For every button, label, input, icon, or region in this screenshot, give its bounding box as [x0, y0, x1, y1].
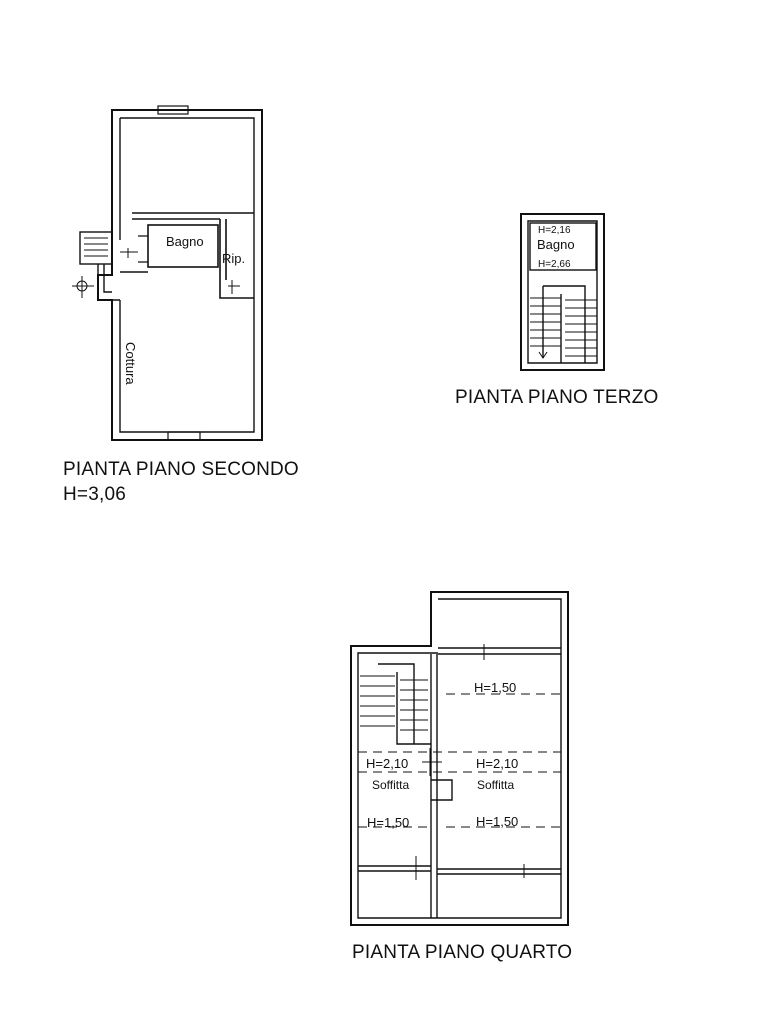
h-label-top: H=2,16	[538, 225, 571, 236]
title-piano-terzo: PIANTA PIANO TERZO	[455, 387, 659, 408]
h-label-bottom: H=2,66	[538, 259, 571, 270]
h-label-top: H=1,50	[474, 680, 517, 695]
title-piano-quarto: PIANTA PIANO QUARTO	[352, 942, 573, 963]
central-wall	[431, 654, 437, 918]
h-label-bottom-left: H=1,50	[367, 815, 410, 830]
soffitta-label-right: Soffitta	[477, 778, 515, 792]
soffitta-label-left: Soffitta	[372, 778, 410, 792]
chimney	[431, 780, 452, 800]
top-room-wall	[438, 648, 561, 654]
h-label-mid-left: H=2,10	[366, 756, 409, 771]
bottom-wall	[358, 866, 561, 874]
title-piano-secondo: PIANTA PIANO SECONDO	[63, 459, 299, 480]
bagno-label: Bagno	[166, 234, 204, 249]
cottura-label: Cottura	[123, 342, 138, 385]
h-label-mid-right: H=2,10	[476, 756, 519, 771]
bagno-label: Bagno	[537, 237, 575, 252]
stair-treads	[360, 676, 428, 730]
h-label-bottom-right: H=1,50	[476, 814, 519, 829]
height-piano-secondo: H=3,06	[63, 484, 126, 505]
rip-label: Rip.	[222, 251, 246, 266]
